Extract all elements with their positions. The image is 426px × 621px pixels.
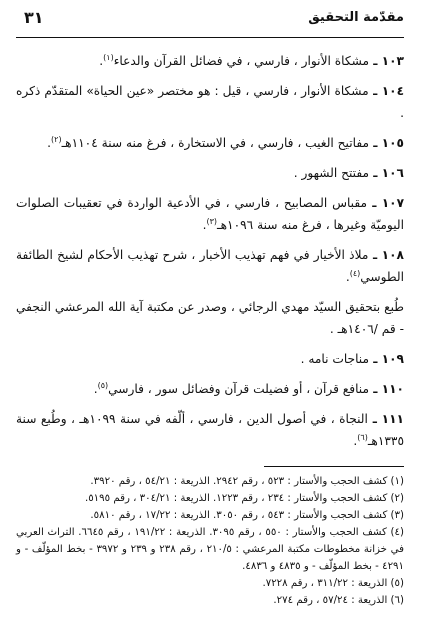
entry-108: ١٠٨ ـ ملاذ الأخيار في فهم تهذيب الأخبار ، شرح تهذيب الأحكام لشيخ الطائفة الطوسي$^{(٤)}$. — [16, 248, 404, 284]
entry-107: ١٠٧ ـ مقباس المصابيح ، فارسي ، في الأدعية الواردة في تعقيبات الصلوات اليوميّة وغيرها ، فرغ منه سنة ١٠٩٦هـ$^{(٣)}$. — [16, 196, 405, 232]
entry-number: ١٠٦ — [381, 166, 404, 180]
footnote-6: (٦) الذريعة : ٥٧/٢٤ ، رقم ٢٧٤. — [273, 595, 404, 606]
entry-number: ١٠٩ — [381, 352, 404, 366]
footnote-5: (٥) الذريعة : ٣١١/٢٢ ، رقم ٧٢٢٨. — [262, 578, 404, 589]
entry-106: ١٠٦ ـ مفتتح الشهور . — [293, 166, 404, 180]
footnote-ref[interactable]: (٥) — [97, 380, 109, 390]
footnote-3: (٣) كشف الحجب والأستار : ٥٤٣ ، رقم ٣٠٥٠. الذريعة : ١٧/٢٢ ، رقم ٥٨١٠. — [90, 510, 404, 521]
footnote-ref[interactable]: (٣) — [206, 216, 218, 226]
entry-punct: . — [202, 218, 207, 232]
entry-text: مقباس المصابيح ، فارسي ، في الأدعية الواردة في تعقيبات الصلوات اليوميّة وغيرها ، فرغ منه سنة ١٠٩٦هـ — [16, 196, 404, 232]
footnote-ref[interactable]: (٦) — [357, 432, 368, 442]
entry-text: مناجات نامه . — [300, 352, 370, 366]
entry-109: ١٠٩ ـ مناجات نامه . — [300, 352, 404, 366]
entry-number: ١٠٨ — [381, 248, 404, 262]
footnotes — [16, 473, 404, 609]
entry-103: ١٠٣ ـ مشكاة الأنوار ، فارسي ، في فضائل القرآن والدعاء$^{(١)}$. — [99, 52, 404, 68]
page-header — [16, 0, 404, 38]
entry-punct: . — [353, 434, 358, 448]
entry-text: النجاة ، في أصول الدين ، فارسي ، ألّفه في سنة ١٠٩٩هـ ، وطُبع سنة ١٣٣٥هـ — [16, 412, 404, 448]
footnote-2: (٢) كشف الحجب والأستار : ٢٣٤ ، رقم ١٢٢٣. الذريعة : ٣٠٤/٢١ ، رقم ٥١٩٥. — [84, 493, 404, 504]
entry-text: مشكاة الأنوار ، فارسي ، قيل : هو مختصر «عين الحياة» المتقدّم ذكره . — [16, 84, 404, 120]
footnote-ref[interactable]: (٢) — [51, 134, 62, 144]
entry-text: مفاتيح الغيب ، فارسي ، في الاستخارة ، فرغ منه سنة ١١٠٤هـ — [61, 136, 370, 150]
entry-text: ملاذ الأخيار في فهم تهذيب الأخبار ، شرح تهذيب الأحكام لشيخ الطائفة الطوسي — [16, 248, 404, 284]
footnote-1: (١) كشف الحجب والأستار : ٥٢٣ ، رقم ٢٩٤٢. الذريعة : ٥٤/٢١ ، رقم ٣٩٢٠. — [90, 476, 404, 487]
entry-104: ١٠٤ ـ مشكاة الأنوار ، فارسي ، قيل : هو مختصر «عين الحياة» المتقدّم ذكره . — [16, 84, 405, 120]
footnote-ref[interactable]: (٤) — [349, 268, 361, 278]
entry-punct: . — [99, 54, 104, 68]
footnote-4: (٤) كشف الحجب والأستار : ٥٥٠ ، رقم ٣٠٩٥. الذريعة : ١٩١/٢٢ ، رقم ٦٦٤٥. التراث العربي في خزانة مخطوطات مكتبة المرعشي : ٢١٠/٥ ، رقم ٢٣٨ و ٢٣٩ و ٣٩٧٢ - بخط المؤلّف - و ٤٢٩١ - بخط المؤلّف - و ٤٨٣٥ و ٤٨٣٦. — [16, 527, 404, 572]
entry-number: ١٠٤ — [381, 84, 405, 98]
running-title: مقدّمة التحقيق — [308, 10, 404, 25]
entry-text: مفتتح الشهور . — [293, 166, 370, 180]
footnote-ref[interactable]: (١) — [103, 52, 114, 62]
entry-number: ١٠٧ — [381, 196, 405, 210]
entry-105: ١٠٥ ـ مفاتيح الغيب ، فارسي ، في الاستخارة ، فرغ منه سنة ١١٠٤هـ$^{(٢)}$. — [47, 134, 404, 150]
footnote-divider — [264, 466, 404, 467]
entry-number: ١٠٥ — [381, 136, 404, 150]
entry-108-note — [16, 296, 404, 340]
entry-110: ١١٠ ـ منافع قرآن ، أو فضيلت قرآن وفضائل سور ، فارسي$^{(٥)}$. — [93, 380, 404, 396]
entry-punct: . — [47, 136, 52, 150]
entry-number: ١١١ — [381, 412, 404, 426]
page-number: ٣١ — [24, 8, 44, 27]
main-text — [16, 50, 404, 452]
entry-number: ١١٠ — [381, 382, 404, 396]
entry-text: طُبع بتحقيق السيّد مهدي الرجائي ، وصدر عن مكتبة آية الله المرعشي النجفي - قم /١٤٠٦هـ . — [16, 300, 404, 336]
entry-punct: . — [345, 270, 350, 284]
entry-111: ١١١ ـ النجاة ، في أصول الدين ، فارسي ، ألّفه في سنة ١٠٩٩هـ ، وطُبع سنة ١٣٣٥هـ$^{(٦)}$. — [16, 412, 404, 448]
entry-text: مشكاة الأنوار ، فارسي ، في فضائل القرآن والدعاء — [113, 54, 370, 68]
entry-punct: . — [93, 382, 98, 396]
entry-number: ١٠٣ — [381, 54, 404, 68]
entry-text: منافع قرآن ، أو فضيلت قرآن وفضائل سور ، فارسي — [108, 382, 370, 396]
